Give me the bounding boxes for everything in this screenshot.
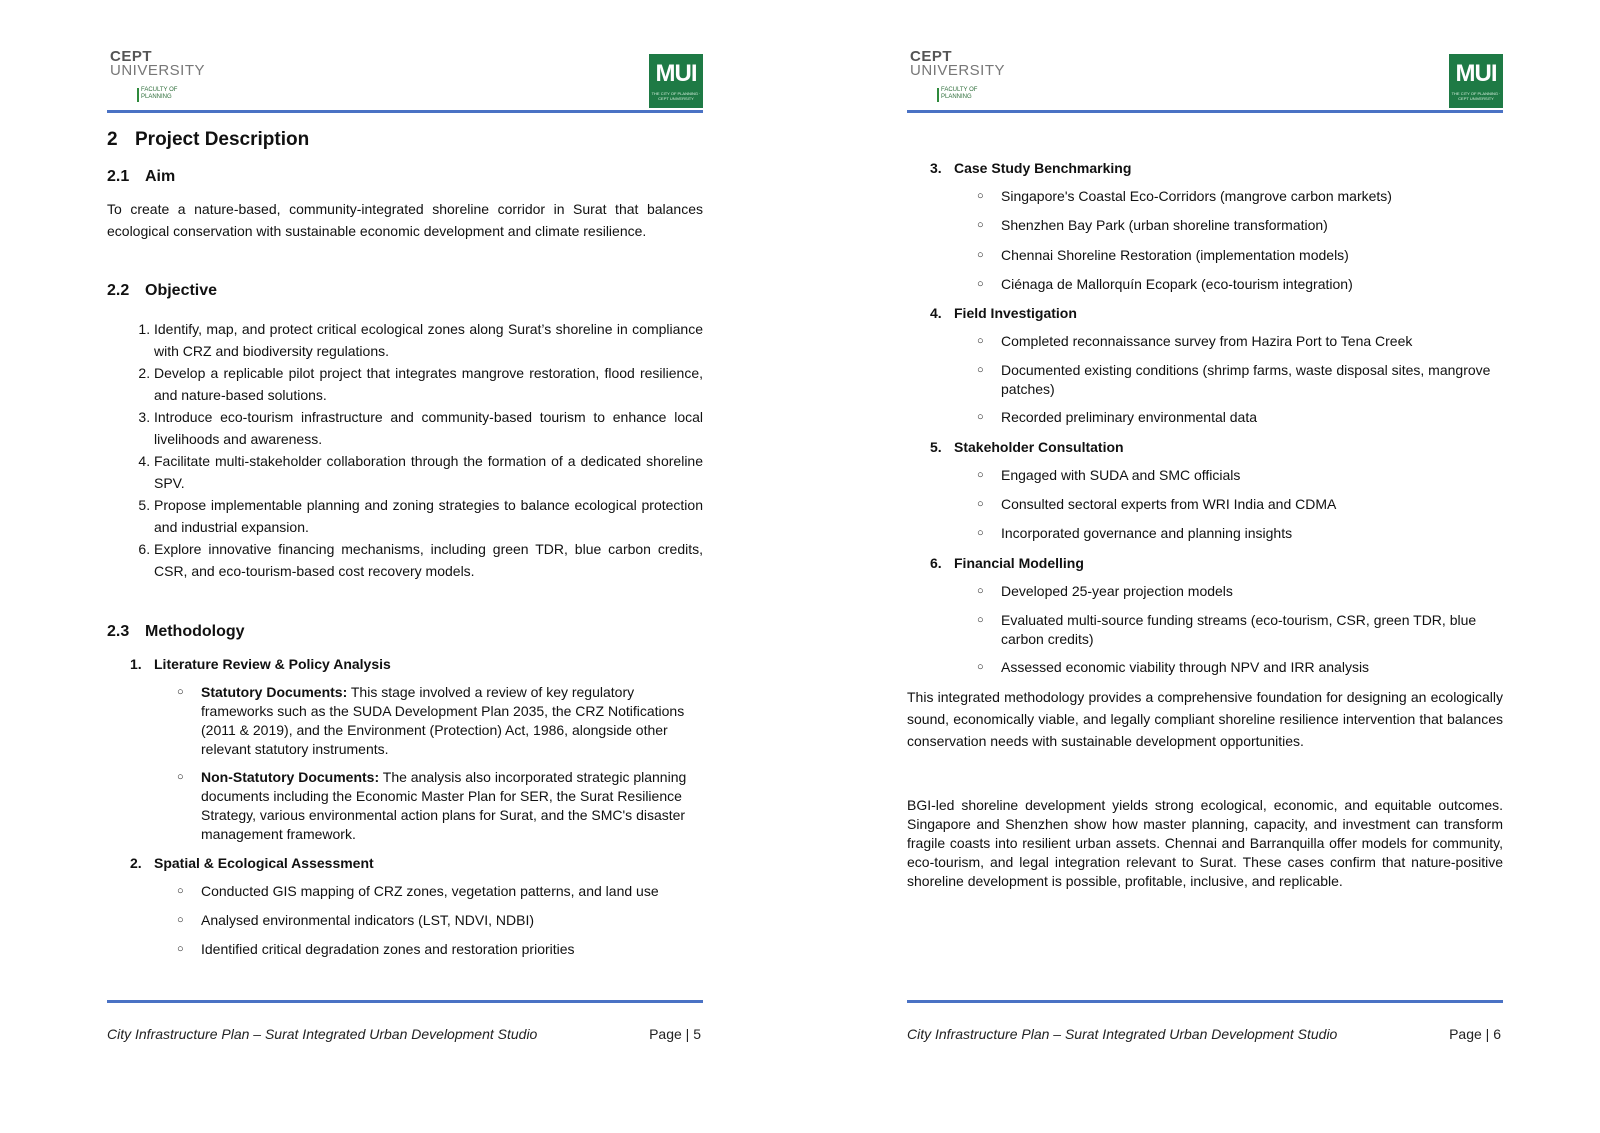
step-number: 2.: [130, 855, 142, 871]
circle-bullet-icon: ○: [177, 943, 184, 955]
step-title: Case Study Benchmarking: [954, 160, 1132, 176]
step-number: 5.: [930, 439, 942, 455]
methodology-substep: [907, 361, 1503, 399]
circle-bullet-icon: ○: [177, 686, 184, 698]
substep-text: Completed reconnaissance survey from Hazira Port to Tena Creek: [1001, 333, 1413, 349]
page-5: [107, 0, 707, 1133]
methodology-substep: [907, 658, 1503, 677]
circle-bullet-icon: ○: [977, 364, 984, 376]
subsection-heading: [107, 280, 703, 302]
objective-list-block: [107, 318, 703, 582]
list-item: [907, 408, 1503, 427]
substep-text: Shenzhen Bay Park (urban shoreline transformation): [1001, 217, 1328, 233]
page-header: [907, 42, 1503, 112]
logo-text: UNIVERSITY: [110, 62, 206, 79]
list-item: [907, 658, 1503, 677]
logo-text: UNIVERSITY: [910, 62, 1006, 79]
subsection-title: Aim: [145, 168, 176, 185]
list-item: [907, 246, 1503, 265]
methodology-step-4: [907, 303, 1503, 323]
methodology-substep: [907, 216, 1503, 235]
conclusion-paragraph: BGI-led shoreline development yields strong ecological, economic, and equitable outcomes. Singapore and Shenzhen show how master planning, capacity, and investment can transform fragile coasts into resilient urban assets. Chennai and Barranquilla offer models for community, eco-tourism, and legal integration relevant to Surat. These cases confirm that nature-positive shoreline development is possible, profitable, inclusive, and replicable.: [907, 797, 1503, 889]
methodology-substep: [907, 582, 1503, 601]
list-item: [107, 882, 703, 901]
substep-text: Developed 25-year projection models: [1001, 583, 1233, 599]
methodology-substep: [907, 275, 1503, 294]
methodology-substep: [107, 768, 703, 844]
list-item: [907, 611, 1503, 649]
methodology-substep: [107, 683, 703, 759]
substep-text: The analysis also incorporated strategic planning documents including the Economic Master Plan for SER, the Surat Resilience Strategy, various environmental action plans for Surat, and the SMC's disaster management framework.: [201, 769, 687, 842]
methodology-substep: [907, 187, 1503, 206]
logo-text: CEPT: [110, 48, 153, 65]
methodology-substep: [907, 332, 1503, 351]
substep-label: Statutory Documents:: [201, 684, 348, 700]
section-title: Project Description: [135, 129, 310, 150]
logo-text: MUI: [1455, 60, 1497, 87]
circle-bullet-icon: ○: [977, 190, 984, 202]
substep-text: Conducted GIS mapping of CRZ zones, vegetation patterns, and land use: [201, 883, 659, 899]
circle-bullet-icon: ○: [977, 335, 984, 347]
page-number: Page | 6: [1449, 1026, 1501, 1042]
list-item: 5. Propose implementable planning and zoning strategies to balance ecological protection and industrial expansion.: [154, 494, 703, 538]
list-item: 6. Explore innovative financing mechanisms, including green TDR, blue carbon credits, CSR, and eco-tourism-based cost recovery models.: [154, 538, 703, 582]
logo-text: FACULTY OF PLANNING: [941, 87, 978, 100]
aim-section: [107, 166, 703, 188]
list-item: [907, 332, 1503, 351]
subsection-heading: [107, 166, 703, 188]
list-item: [107, 853, 703, 873]
list-item: [907, 275, 1503, 294]
step-title: Spatial & Ecological Assessment: [154, 855, 374, 871]
list-item: [907, 216, 1503, 235]
list-item: [907, 158, 1503, 178]
methodology-substep: [907, 466, 1503, 485]
list-item: [907, 187, 1503, 206]
objective-list: [107, 318, 703, 582]
methodology-step-2: [107, 853, 703, 873]
list-item: [107, 683, 703, 759]
list-item: 3. Introduce eco-tourism infrastructure and community-based tourism to enhance local livelihoods and awareness.: [154, 406, 703, 450]
circle-bullet-icon: ○: [977, 498, 984, 510]
list-item: 2. Develop a replicable pilot project that integrates mangrove restoration, flood resilience, and nature-based solutions.: [154, 362, 703, 406]
methodology-step-3: [907, 158, 1503, 178]
circle-bullet-icon: ○: [977, 278, 984, 290]
subsection-heading: [107, 621, 703, 643]
conclusion-block: [907, 796, 1503, 891]
step-number: 4.: [930, 305, 942, 321]
step-number: 3.: [930, 160, 942, 176]
methodology-section: [107, 621, 703, 643]
aim-paragraph: To create a nature-based, community-integrated shoreline corridor in Surat that balances ecological conservation with sustainable economic development and climate resilience.: [107, 201, 703, 239]
footer-divider: [107, 1000, 703, 1003]
list-item: [907, 361, 1503, 399]
footer-divider: [907, 1000, 1503, 1003]
page-number: Page | 5: [649, 1026, 701, 1042]
subsection-number: 2.2: [107, 282, 130, 299]
circle-bullet-icon: ○: [977, 469, 984, 481]
step-number: 6.: [930, 555, 942, 571]
methodology-step-5: [907, 437, 1503, 457]
subsection-number: 2.1: [107, 168, 130, 185]
subsection-number: 2.3: [107, 623, 130, 640]
methodology-substep: [907, 524, 1503, 543]
methodology-substep: [107, 940, 703, 959]
header-divider: [107, 110, 703, 113]
step-title: Stakeholder Consultation: [954, 439, 1124, 455]
list-item: [107, 940, 703, 959]
methodology-substep: [907, 246, 1503, 265]
substep-text: Assessed economic viability through NPV and IRR analysis: [1001, 659, 1370, 675]
circle-bullet-icon: ○: [177, 885, 184, 897]
mui-logo: [1449, 54, 1503, 108]
circle-bullet-icon: ○: [977, 411, 984, 423]
substep-text: Singapore's Coastal Eco-Corridors (mangrove carbon markets): [1001, 188, 1392, 204]
list-item: [107, 654, 703, 674]
logo-text: MUI: [655, 60, 697, 87]
logo-bar: [937, 88, 939, 102]
circle-bullet-icon: ○: [977, 219, 984, 231]
footer-title: City Infrastructure Plan – Surat Integrated Urban Development Studio: [107, 1026, 538, 1042]
cept-university-logo: [110, 48, 210, 98]
logo-text: THE CITY OF PLANNING · CEPT UNIVERSITY: [1451, 91, 1501, 101]
list-item: [907, 437, 1503, 457]
circle-bullet-icon: ○: [977, 661, 984, 673]
summary-block: [907, 686, 1503, 752]
aim-text-block: [107, 198, 703, 242]
methodology-substep: [107, 911, 703, 930]
step-title: Field Investigation: [954, 305, 1077, 321]
circle-bullet-icon: ○: [977, 614, 984, 626]
circle-bullet-icon: ○: [177, 914, 184, 926]
substep-text: Evaluated multi-source funding streams (eco-tourism, CSR, green TDR, blue carbon credits): [1001, 612, 1477, 647]
methodology-substep: [907, 611, 1503, 649]
substep-text: Analysed environmental indicators (LST, NDVI, NDBI): [201, 912, 535, 928]
subsection-title: Objective: [145, 282, 218, 299]
logo-text: CEPT: [910, 48, 953, 65]
substep-text: Consulted sectoral experts from WRI India and CDMA: [1001, 496, 1337, 512]
substep-text: Incorporated governance and planning insights: [1001, 525, 1293, 541]
substep-text: Engaged with SUDA and SMC officials: [1001, 467, 1241, 483]
logo-text: THE CITY OF PLANNING · CEPT UNIVERSITY: [651, 91, 701, 101]
header-divider: [907, 110, 1503, 113]
substep-text: Identified critical degradation zones and restoration priorities: [201, 941, 575, 957]
step-title: Literature Review & Policy Analysis: [154, 656, 391, 672]
step-title: Financial Modelling: [954, 555, 1084, 571]
list-item: [107, 911, 703, 930]
circle-bullet-icon: ○: [177, 771, 184, 783]
list-item: [107, 768, 703, 844]
substep-label: Non-Statutory Documents:: [201, 769, 380, 785]
list-item: [907, 524, 1503, 543]
cept-university-logo: [910, 48, 1010, 98]
summary-paragraph: This integrated methodology provides a comprehensive foundation for designing an ecologically sound, economically viable, and legally compliant shoreline resilience intervention that balances conservation needs with sustainable development opportunities.: [907, 689, 1503, 749]
substep-text: This stage involved a review of key regulatory frameworks such as the SUDA Development Plan 2035, the CRZ Notifications (2011 & 2019), and the Environment (Protection) Act, 1986, alongside other relevant statutory instruments.: [201, 684, 685, 757]
substep-text: Ciénaga de Mallorquín Ecopark (eco-tourism integration): [1001, 276, 1353, 292]
section-number: 2: [107, 129, 118, 150]
page-header: [107, 42, 703, 112]
objective-section: [107, 280, 703, 302]
mui-logo: [649, 54, 703, 108]
list-item: [907, 582, 1503, 601]
methodology-substep: [107, 882, 703, 901]
methodology-step-1: [107, 654, 703, 674]
logo-text: FACULTY OF PLANNING: [141, 87, 178, 100]
subsection-title: Methodology: [145, 623, 245, 640]
substep-text: Documented existing conditions (shrimp farms, waste disposal sites, mangrove patches): [1001, 362, 1491, 397]
methodology-substep: [907, 495, 1503, 514]
circle-bullet-icon: ○: [977, 585, 984, 597]
section-heading: [107, 128, 703, 152]
methodology-substep: [907, 408, 1503, 427]
logo-bar: [137, 88, 139, 102]
circle-bullet-icon: ○: [977, 527, 984, 539]
list-item: [907, 495, 1503, 514]
page-6: [907, 0, 1507, 1133]
list-item: 4. Facilitate multi-stakeholder collaboration through the formation of a dedicated shoreline SPV.: [154, 450, 703, 494]
footer-title: City Infrastructure Plan – Surat Integrated Urban Development Studio: [907, 1026, 1338, 1042]
list-item: [907, 553, 1503, 573]
list-item: 1. Identify, map, and protect critical ecological zones along Surat’s shoreline in compliance with CRZ and biodiversity regulations.: [154, 318, 703, 362]
step-number: 1.: [130, 656, 142, 672]
substep-text: Chennai Shoreline Restoration (implementation models): [1001, 247, 1349, 263]
methodology-step-6: [907, 553, 1503, 573]
substep-text: Recorded preliminary environmental data: [1001, 409, 1258, 425]
list-item: [907, 466, 1503, 485]
circle-bullet-icon: ○: [977, 249, 984, 261]
list-item: [907, 303, 1503, 323]
main-content: [107, 128, 703, 152]
